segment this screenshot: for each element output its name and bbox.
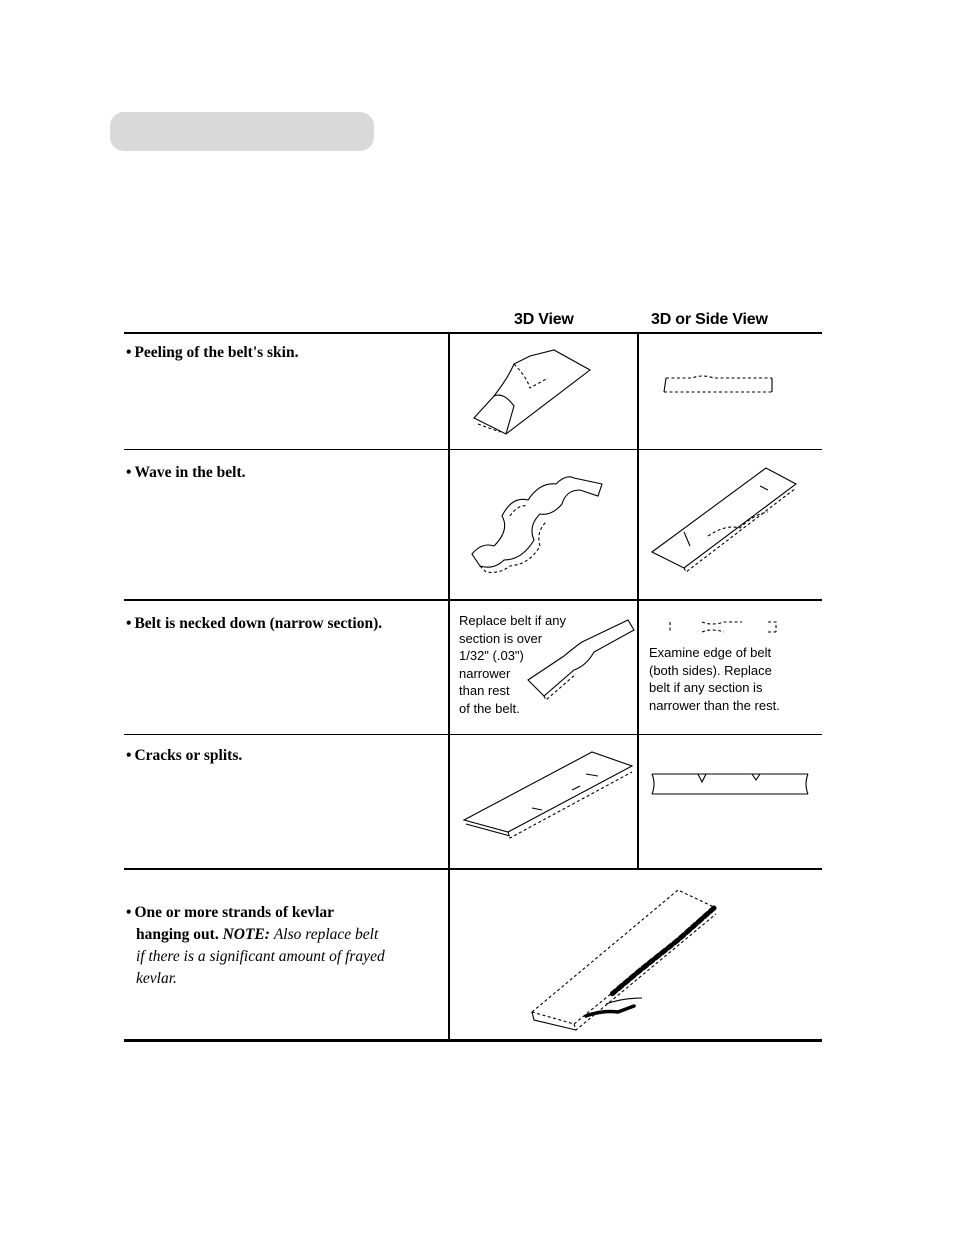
cracked-belt-side-illustration [650,770,812,800]
necked-down-3d-note: Replace belt if any section is over 1/32" (.03") narrower than rest of the belt. [459,613,566,716]
column-divider [637,334,639,869]
row-label-peeling: • Peeling of the belt's skin. [126,344,299,361]
cracked-belt-3d-illustration [462,750,634,838]
necked-belt-side-illustration [668,618,784,638]
wave-belt-side-illustration [650,466,800,572]
row-divider [124,868,822,870]
row-label-kevlar: • One or more strands of kevlar hanging out. NOTE: Also replace belt if there is a significant amount of frayed kevlar. [126,904,385,987]
necked-belt-3d-illustration [524,618,636,702]
necked-down-side-note: Examine edge of belt (both sides). Replace belt if any section is narrower than the rest. [649,645,780,713]
table-top-rule [124,332,822,334]
kevlar-strands-belt-illustration [528,886,724,1034]
peeling-belt-side-illustration [662,372,776,396]
row-divider [124,599,822,601]
column-divider [448,334,450,1040]
wave-belt-3d-illustration [470,470,610,580]
table-bottom-rule [124,1039,822,1042]
row-label-necked-down: • Belt is necked down (narrow section). [126,615,383,632]
column-header-3d-view: 3D View [514,311,574,328]
row-label-cracks: • Cracks or splits. [126,747,243,764]
peeling-belt-3d-illustration [470,348,595,438]
section-header-bar [110,112,374,151]
row-label-wave: • Wave in the belt. [126,464,246,481]
column-header-side-view: 3D or Side View [651,311,768,328]
row-divider [124,734,822,735]
row-divider [124,449,822,450]
